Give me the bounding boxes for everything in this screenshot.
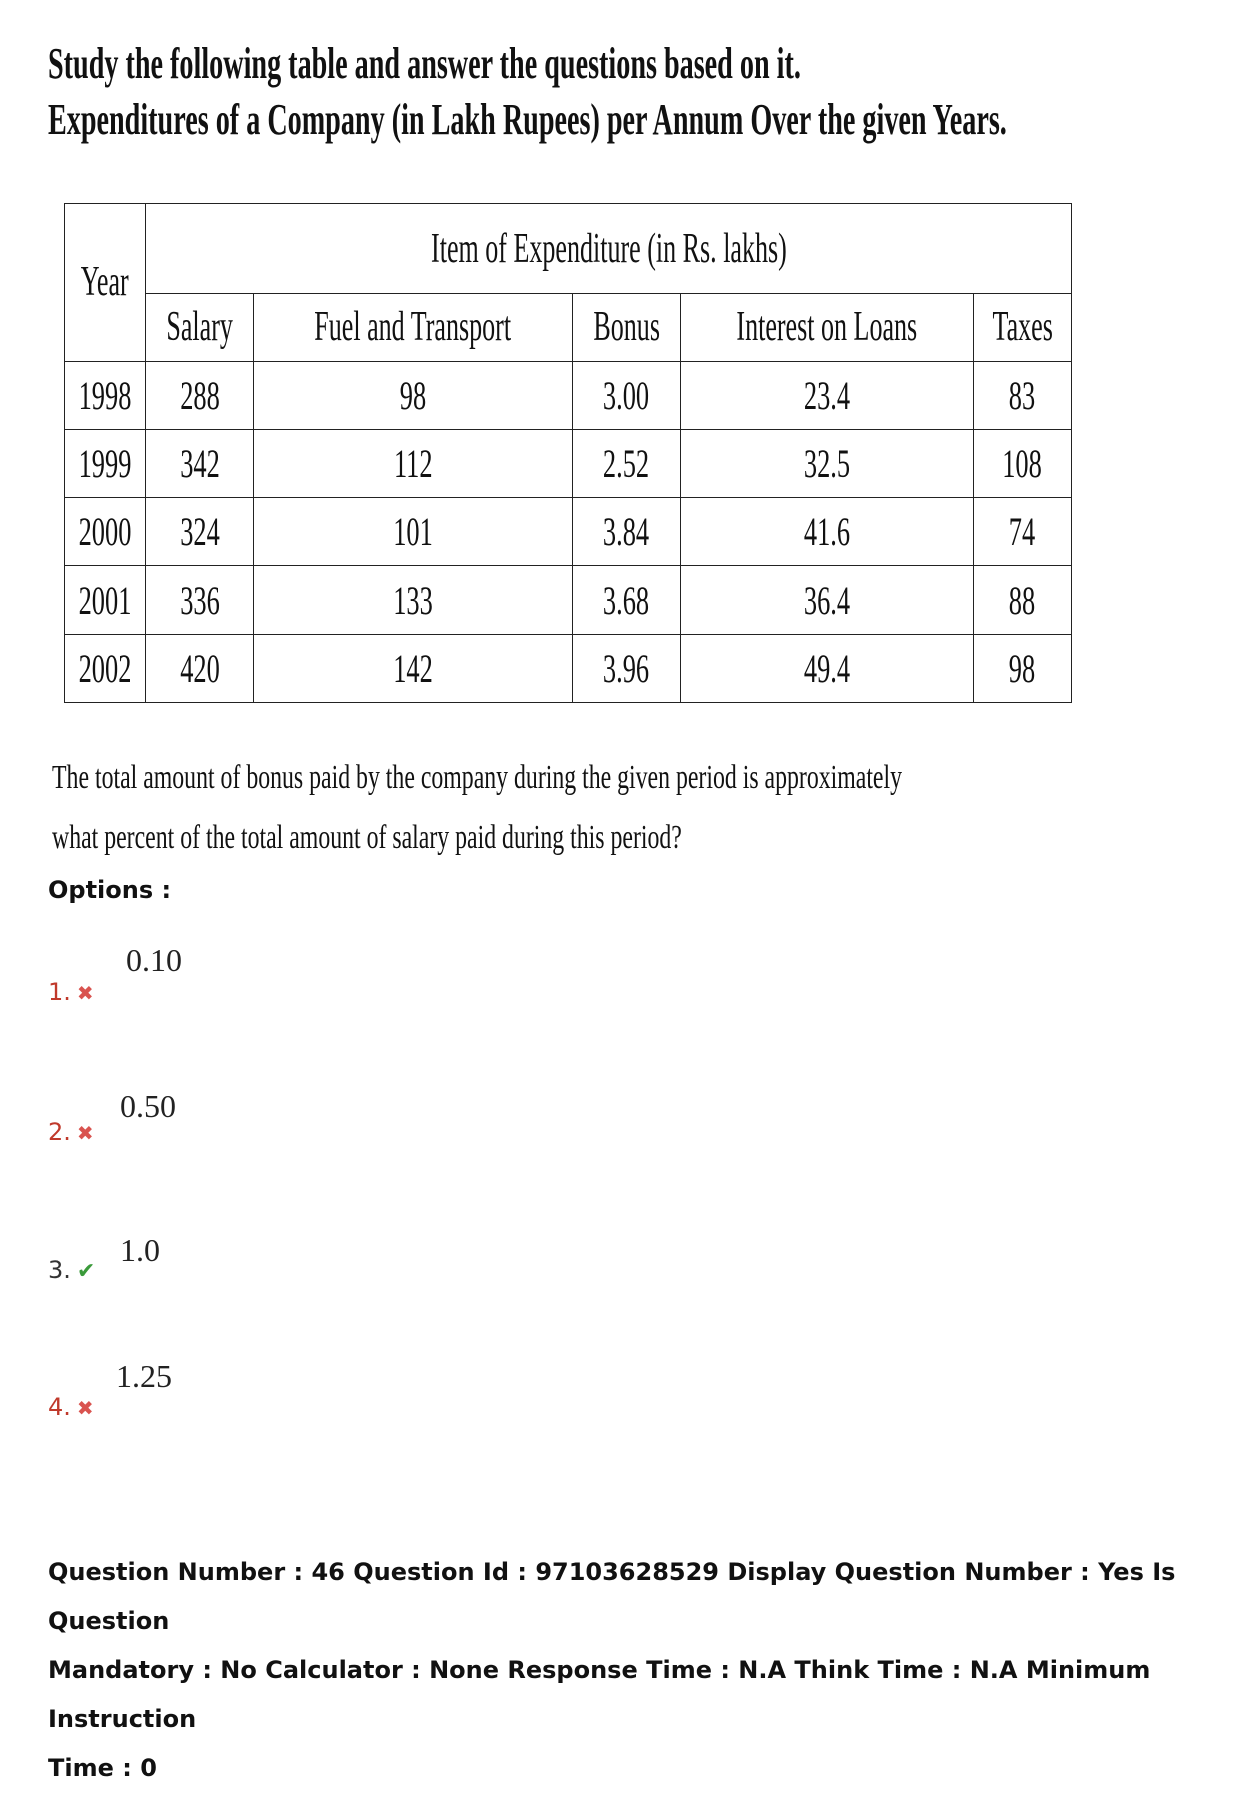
instruction-heading: Study the following table and answer the questions based on it. [48,39,801,88]
year-cell: 2000 [65,498,146,566]
table-cell: 49.4 [681,634,974,702]
table-cell: 98 [973,634,1071,702]
table-cell: 98 [254,361,572,429]
table-cell: 101 [254,498,572,566]
table-caption: Expenditures of a Company (in Lakh Rupees) per Annum Over the given Years. [48,95,1007,144]
column-header: Salary [146,294,254,361]
table-row [65,566,1072,634]
table-cell: 36.4 [681,566,974,634]
option-4[interactable] [48,1393,94,1421]
option-1[interactable] [48,978,94,1006]
question-line: The total amount of bonus paid by the company during the given period is approximately [52,759,903,796]
column-header: Fuel and Transport [254,294,572,361]
table-subheader-row [65,294,1072,361]
year-cell: 1998 [65,361,146,429]
table-cell: 420 [146,634,254,702]
question-metadata [48,1548,1208,1793]
table-row [65,634,1072,702]
table-row [65,361,1072,429]
column-header: Bonus [572,294,680,361]
option-value: 1.25 [116,1358,172,1394]
table-cell: 3.84 [572,498,680,566]
table-cell: 112 [254,429,572,497]
table-cell: 23.4 [681,361,974,429]
table-cell: 74 [973,498,1071,566]
table-cell: 3.00 [572,361,680,429]
option-3[interactable] [48,1256,95,1284]
cross-icon: ✖ [76,1396,94,1420]
group-header: Item of Expenditure (in Rs. lakhs) [146,204,1072,294]
option-number: 2. [48,1118,71,1146]
table-cell: 88 [973,566,1071,634]
option-value: 0.50 [120,1088,176,1124]
option-2[interactable] [48,1118,94,1146]
table-cell: 324 [146,498,254,566]
year-cell: 2002 [65,634,146,702]
question-text [52,748,1240,868]
table-cell: 32.5 [681,429,974,497]
cross-icon: ✖ [76,981,94,1005]
option-number: 4. [48,1393,71,1421]
table-cell: 41.6 [681,498,974,566]
year-cell: 2001 [65,566,146,634]
table-cell: 342 [146,429,254,497]
expenditure-table [64,203,1072,703]
table-cell: 2.52 [572,429,680,497]
metadata-line: Time : 0 [48,1754,157,1782]
year-cell: 1999 [65,429,146,497]
table-header-row [65,204,1072,294]
table-cell: 133 [254,566,572,634]
metadata-line: Question Number : 46 Question Id : 97103628529 Display Question Number : Yes Is Question [48,1558,1176,1635]
option-value: 0.10 [126,942,182,978]
table-cell: 3.68 [572,566,680,634]
table-cell: 83 [973,361,1071,429]
table-cell: 142 [254,634,572,702]
question-line: what percent of the total amount of salary paid during this period? [52,819,682,856]
year-header: Year [65,204,146,362]
table-row [65,429,1072,497]
column-header: Taxes [973,294,1071,361]
table-cell: 288 [146,361,254,429]
column-header: Interest on Loans [681,294,974,361]
check-icon: ✔ [76,1259,96,1284]
table-cell: 336 [146,566,254,634]
option-number: 3. [48,1256,71,1284]
options-label: Options : [48,876,172,904]
table-row [65,498,1072,566]
table-cell: 108 [973,429,1071,497]
option-number: 1. [48,978,71,1006]
metadata-line: Mandatory : No Calculator : None Response Time : N.A Think Time : N.A Minimum Instruction [48,1656,1151,1733]
table-cell: 3.96 [572,634,680,702]
option-value: 1.0 [120,1232,160,1268]
cross-icon: ✖ [76,1121,94,1145]
